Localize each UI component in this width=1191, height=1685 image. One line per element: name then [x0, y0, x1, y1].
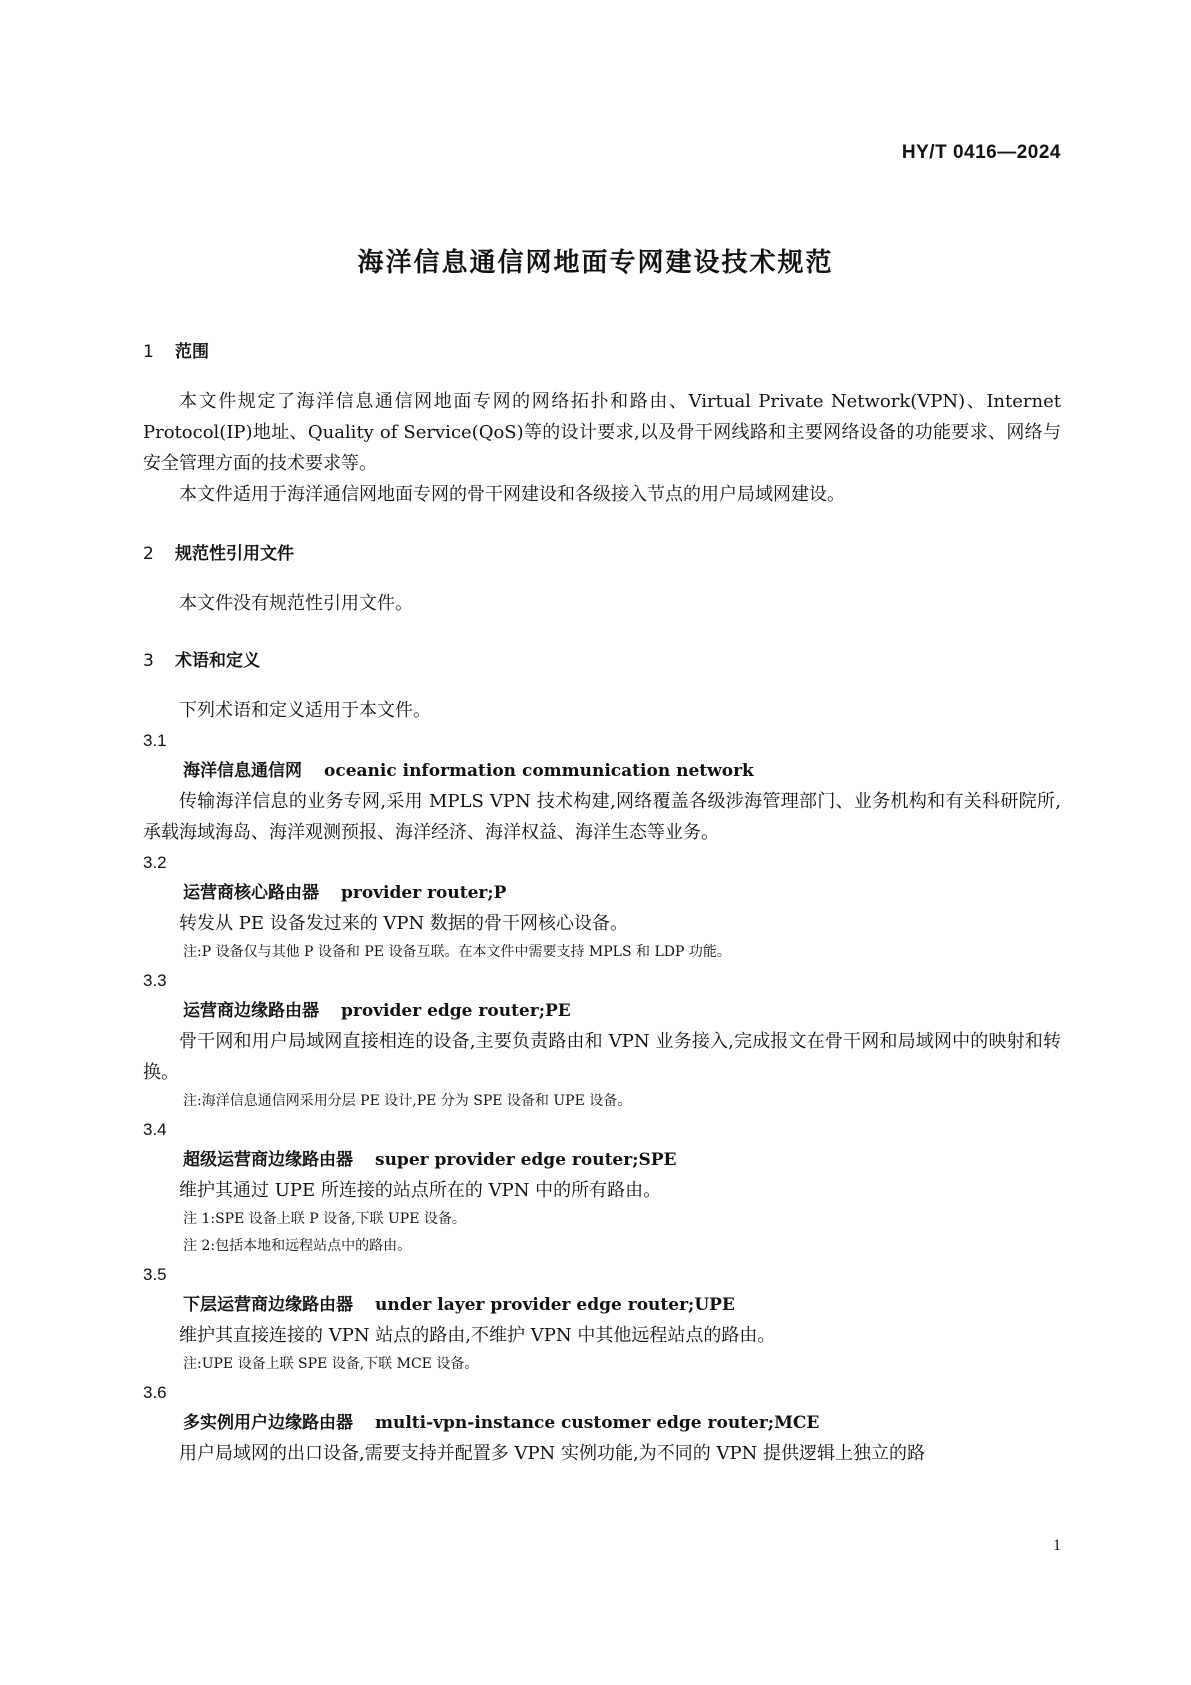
term-definition: 维护其直接连接的 VPN 站点的路由,不维护 VPN 中其他远程站点的路由。 — [179, 1325, 776, 1346]
term-heading — [143, 1408, 1061, 1438]
section-number: 2 — [143, 544, 154, 564]
term-note-1: 注 1:SPE 设备上联 P 设备,下联 UPE 设备。 — [183, 1211, 466, 1227]
term-name-en: under layer provider edge router;UPE — [375, 1295, 735, 1315]
term-number: 3.6 — [143, 1383, 167, 1402]
section-heading-terms-definitions — [143, 649, 1061, 673]
term-note: 注:UPE 设备上联 SPE 设备,下联 MCE 设备。 — [183, 1356, 479, 1372]
term-definition: 骨干网和用户局域网直接相连的设备,主要负责路由和 VPN 业务接入,完成报文在骨干网和局域网中的映射和转换。 — [143, 1031, 1061, 1083]
document-body — [143, 340, 1061, 1469]
term-definition: 转发从 PE 设备发过来的 VPN 数据的骨干网核心设备。 — [179, 913, 628, 934]
term-name-zh: 海洋信息通信网 — [183, 761, 302, 781]
term-name-en: multi-vpn-instance customer edge router;MCE — [375, 1413, 820, 1433]
term-note: 注:P 设备仅与其他 P 设备和 PE 设备互联。在本文件中需要支持 MPLS 和 LDP 功能。 — [183, 944, 731, 960]
term-name-zh: 运营商核心路由器 — [183, 883, 319, 903]
term-heading — [143, 1145, 1061, 1175]
page-number: 1 — [1053, 1537, 1061, 1554]
term-name-zh: 下层运营商边缘路由器 — [183, 1295, 353, 1315]
paragraph: 下列术语和定义适用于本文件。 — [179, 700, 431, 721]
section-heading-normative-references — [143, 542, 1061, 566]
term-number: 3.2 — [143, 853, 167, 872]
term-note-2: 注 2:包括本地和远程站点中的路由。 — [183, 1238, 412, 1254]
section-number: 3 — [143, 651, 154, 671]
term-number: 3.4 — [143, 1120, 167, 1139]
term-note: 注:海洋信息通信网采用分层 PE 设计,PE 分为 SPE 设备和 UPE 设备。 — [183, 1093, 632, 1109]
term-name-zh: 超级运营商边缘路由器 — [183, 1150, 353, 1170]
term-heading — [143, 996, 1061, 1026]
term-heading — [143, 878, 1061, 908]
term-definition: 维护其通过 UPE 所连接的站点所在的 VPN 中的所有路由。 — [179, 1180, 662, 1201]
term-definition: 传输海洋信息的业务专网,采用 MPLS VPN 技术构建,网络覆盖各级涉海管理部门、业务机构和有关科研院所,承载海域海岛、海洋观测预报、海洋经济、海洋权益、海洋生态等业务。 — [143, 791, 1061, 843]
section-number: 1 — [143, 342, 154, 362]
term-number: 3.3 — [143, 971, 167, 990]
term-definition: 用户局域网的出口设备,需要支持并配置多 VPN 实例功能,为不同的 VPN 提供逻辑上独立的路 — [179, 1443, 926, 1464]
term-name-en: super provider edge router;SPE — [375, 1150, 677, 1170]
term-name-en: oceanic information communication network — [324, 761, 754, 781]
standard-code: HY/T 0416—2024 — [901, 142, 1061, 163]
term-heading — [143, 1290, 1061, 1320]
term-name-zh: 多实例用户边缘路由器 — [183, 1413, 353, 1433]
section-title: 范围 — [175, 342, 209, 362]
paragraph: 本文件适用于海洋通信网地面专网的骨干网建设和各级接入节点的用户局域网建设。 — [179, 484, 845, 505]
document-title: 海洋信息通信网地面专网建设技术规范 — [357, 248, 834, 278]
section-title: 术语和定义 — [175, 651, 260, 671]
term-heading — [143, 756, 1061, 786]
term-number: 3.1 — [143, 731, 167, 750]
section-heading-scope — [143, 340, 1061, 364]
paragraph: 本文件规定了海洋信息通信网地面专网的网络拓扑和路由、Virtual Private Network(VPN)、Internet Protocol(IP)地址、Quality of Service(QoS)等的设计要求,以及骨干网线路和主要网络设备的功能要求、网络与安全管理方面的技术要求等。 — [143, 391, 1061, 474]
paragraph: 本文件没有规范性引用文件。 — [179, 593, 413, 614]
section-title: 规范性引用文件 — [175, 544, 294, 564]
term-name-zh: 运营商边缘路由器 — [183, 1001, 319, 1021]
term-name-en: provider router;P — [341, 883, 507, 903]
term-name-en: provider edge router;PE — [341, 1001, 571, 1021]
term-number: 3.5 — [143, 1265, 167, 1284]
